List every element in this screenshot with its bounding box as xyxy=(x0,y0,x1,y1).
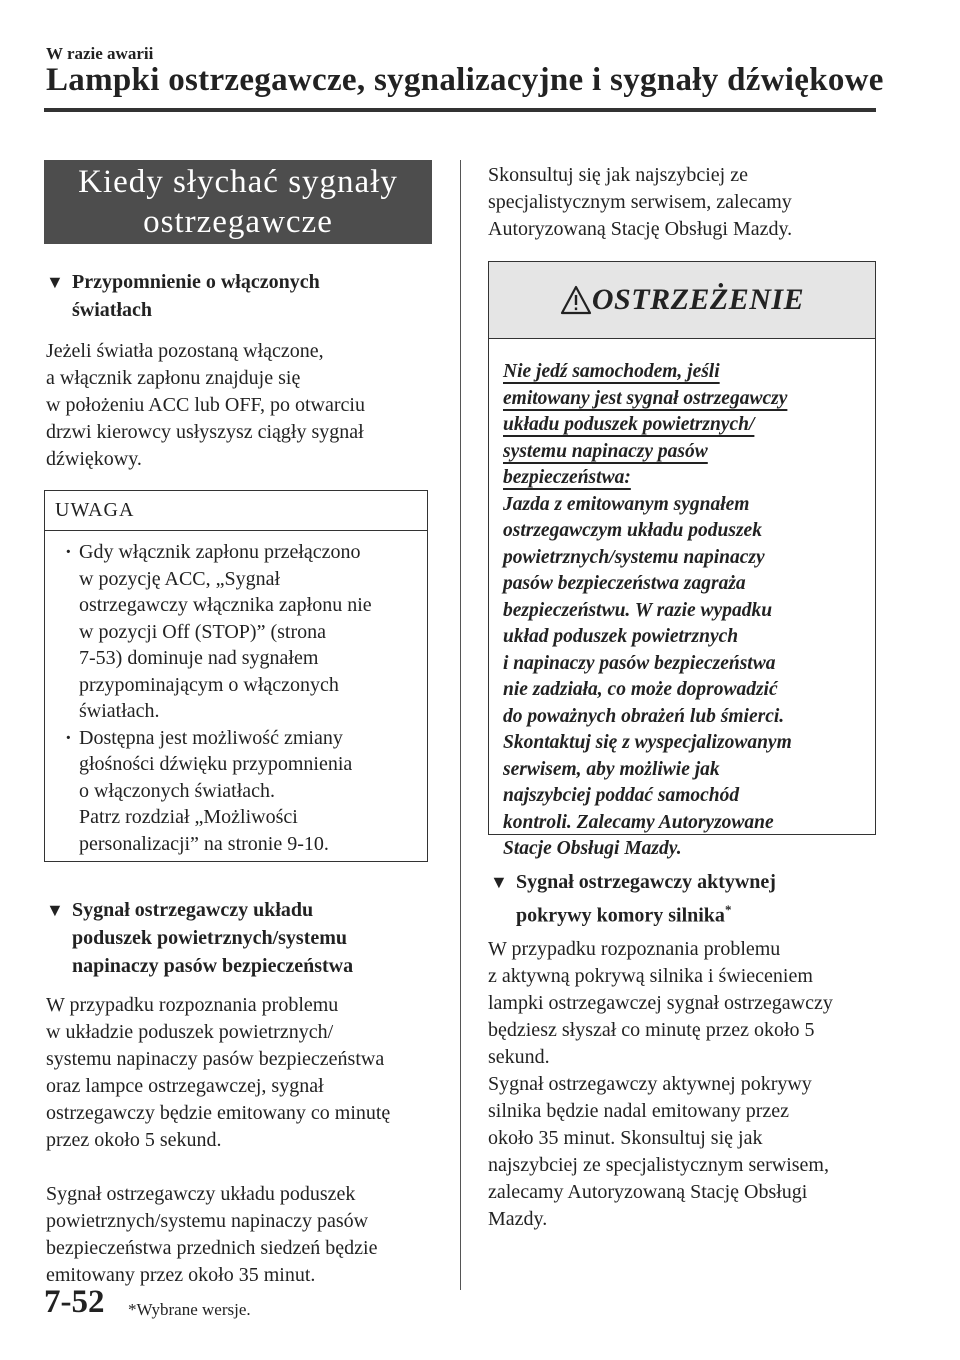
banner-line2: ostrzegawcze xyxy=(143,204,333,240)
note-title: UWAGA xyxy=(45,491,427,531)
warning-triangle-icon xyxy=(560,285,592,315)
heading-lights-reminder: ▼ Przypomnienie o włączonych światłach xyxy=(46,268,446,324)
airbag-warning-text: W przypadku rozpoznania problemu w układzie poduszek powietrznych/ systemu napinaczy pasów bezpieczeństwa oraz lampce ostrzegawczej, sygnał ostrzegawczy będzie emitowany co minutę przez około 5 sekund. Sygnał ostrzegawczy układu poduszek powietrznych/systemu napinaczy pasów bezpieczeństwa przednich siedzeń będzie emitowany przez około 35 minut. xyxy=(46,994,391,1286)
heading-airbag-warning: ▼ Sygnał ostrzegawczy układu poduszek powietrznych/systemu napinaczy pasów bezpieczeństwa xyxy=(46,896,446,980)
section-banner xyxy=(44,160,432,244)
column-divider xyxy=(460,160,461,1290)
warning-title: OSTRZEŻENIE xyxy=(591,283,805,316)
note-item: · Dostępna jest możliwość zmiany głośności dźwięku przypomnienia o włączonych światłach. Patrz rozdział „Możliwości personalizacji” na stronie 9-10. xyxy=(79,725,417,858)
active-bonnet-text: W przypadku rozpoznania problemu z aktywną pokrywą silnika i świeceniem lampki ostrzegawczej sygnał ostrzegawczy będziesz słyszał co minutę przez około 5 sekund. Sygnał ostrzegawczy aktywnej pokrywy silnika będzie nadal emitowany przez około 35 minut. Skonsultuj się jak najszybciej ze specjalistycznym serwisem, zalecamy Autoryzowaną Stację Obsługi Mazdy. xyxy=(488,938,833,1230)
section-label: W razie awarii xyxy=(46,44,154,63)
note-item: · Gdy włącznik zapłonu przełączono w pozycję ACC, „Sygnał ostrzegawczy włącznika zapłonu nie w pozycji Off (STOP)” (strona 7-53) dominuje nad sygnałem przypominającym o włączonych światłach. xyxy=(79,539,417,725)
lights-reminder-text: Jeżeli światła pozostaną włączone, a włącznik zapłonu znajduje się w położeniu ACC lub OFF, po otwarciu drzwi kierowcy usłyszysz ciągły sygnał dźwiękowy. xyxy=(46,340,365,470)
triangle-down-icon: ▼ xyxy=(46,272,64,292)
page-title: Lampki ostrzegawcze, sygnalizacyjne i sygnały dźwiękowe xyxy=(46,62,884,98)
note-box xyxy=(44,490,428,862)
note-list xyxy=(45,531,427,857)
triangle-down-icon: ▼ xyxy=(46,900,64,920)
warning-box xyxy=(488,261,876,859)
footnote: *Wybrane wersje. xyxy=(128,1300,251,1319)
warning-body: Nie jedź samochodem, jeśli emitowany jest sygnał ostrzegawczy układu poduszek powietrznych/ systemu napinaczy pasów bezpieczeństwa: Jazda z emitowanym sygnałem ostrzegawczym układu poduszek powietrznych/systemu napinaczy pasów bezpieczeństwa zagraża bezpieczeństwu. W razie wypadku układ poduszek powietrznych i napinaczy pasów bezpieczeństwa nie zadziała, co może doprowadzić do poważnych obrażeń lub śmierci. Skontaktuj się z wyspecjalizowanym serwisem, aby możliwie jak najszybciej poddać samochód kontroli. Zalecamy Autoryzowane Stacje Obsługi Mazdy. xyxy=(503,361,792,859)
consult-service-text: Skonsultuj się jak najszybciej ze specjalistycznym serwisem, zalecamy Autoryzowaną Stację Obsługi Mazdy. xyxy=(488,164,793,240)
heading-active-bonnet: ▼ Sygnał ostrzegawczy aktywnej pokrywy komory silnika* xyxy=(490,868,880,930)
triangle-down-icon: ▼ xyxy=(490,872,508,892)
banner-line1: Kiedy słychać sygnały xyxy=(78,164,398,200)
page-number: 7-52 xyxy=(44,1284,105,1320)
title-rule xyxy=(44,108,876,112)
warning-header xyxy=(489,262,875,339)
